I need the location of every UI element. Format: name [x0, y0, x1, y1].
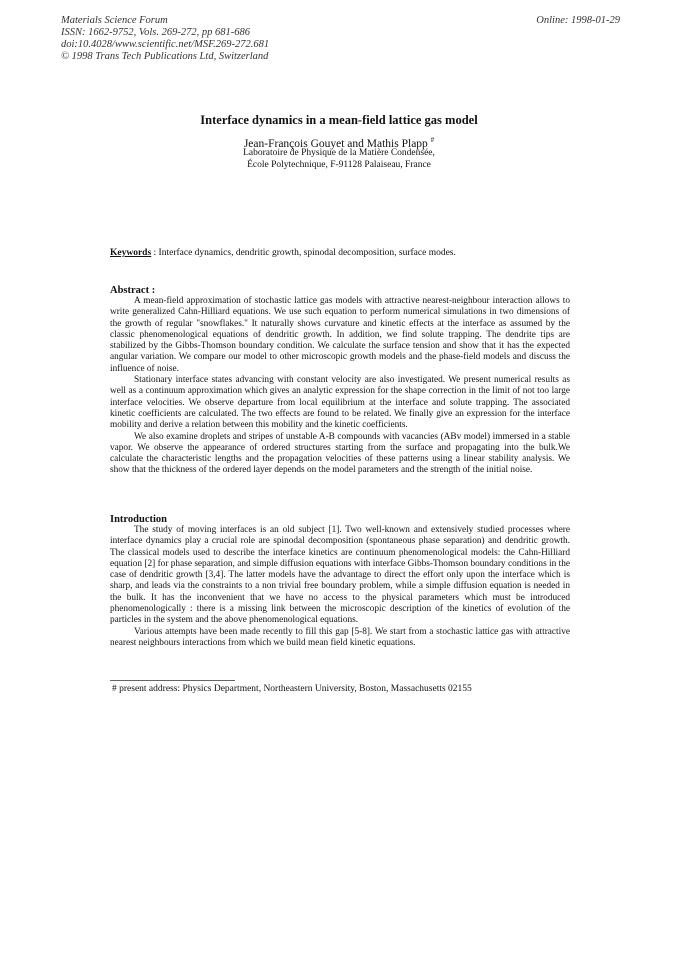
keywords — [110, 248, 570, 259]
copyright-line: © 1998 Trans Tech Publications Ltd, Switzerland — [61, 51, 269, 62]
author-footnote-marker: # — [430, 136, 435, 144]
abstract-paragraph: Stationary interface states advancing with constant velocity are also investigated. We present numerical results as well as a continuum approximation which gives an analytic expression for the shape correction in the limit of not too large interface velocities. We observe departure from local equilibrium at the interface and solute trapping. The associated kinetic coefficients are calculated. The two effects are found to be related. We finally give an expression for the interface mobility and derive a relation between this mobility and the kinetic coefficients. — [110, 375, 570, 431]
abstract-paragraph: A mean-field approximation of stochastic lattice gas models with attractive nearest-neighbour interaction allows to write generalized Cahn-Hilliard equations. We use such equation to perform numerical simulations in two dimensions of the growth of regular "snowflakes." It naturally shows curvature and kinetic effects at the interface as assumed by the classic phenomenological equations of dendritic growth. In addition, we find solute trapping. The dendrite tips are stabilized by the Gibbs-Thomson boundary condition. We calculate the surface tension and show that it has the expected angular variation. We compare our model to other microscopic growth models and the phase-field models and discuss the influence of noise. — [110, 296, 570, 374]
paper-title: Interface dynamics in a mean-field lattice gas model — [200, 113, 478, 127]
journal-name: Materials Science Forum — [61, 15, 168, 26]
doi-line: doi:10.4028/www.scientific.net/MSF.269-272.681 — [61, 39, 270, 50]
introduction-body — [110, 525, 570, 649]
introduction-paragraph: The study of moving interfaces is an old subject [1]. Two well-known and extensively studied processes where interface dynamics play a crucial role are spinodal decomposition (spontaneous phase separation) and dendritic growth. The classical models used to describe the interface kinetics are continuum phenomenological models: the Cahn-Hilliard equation [2] for phase separation, and simple diffusion equations with interface Gibbs-Thomson boundary conditions in the case of dendritic growth [3,4]. The latter models have the advantage to direct the effort only upon the interface which is sharp, and leads via the constraints to a non trivial free boundary problem, while a simple diffusion equation is needed in the bulk. It has the inconvenient that we have no access to the physical parameters which must be introduced phenomenologically : there is a missing link between the microscopic description of the kinetics of evolution of the particles in the system and the above phenomenological equations. — [110, 525, 570, 626]
abstract-body — [110, 296, 570, 477]
journal-header — [61, 15, 269, 63]
issn-line: ISSN: 1662-9752, Vols. 269-272, pp 681-686 — [61, 27, 250, 38]
keywords-label: Keywords — [110, 248, 152, 258]
footnote-rule — [110, 680, 235, 681]
affiliation — [0, 148, 678, 171]
abstract-heading: Abstract : — [110, 285, 156, 296]
introduction-paragraph: Various attempts have been made recently to fill this gap [5-8]. We start from a stochastic lattice gas with attractive nearest neighbours interactions from which we build mean field kinetic equations. — [110, 626, 570, 648]
abstract-paragraph: We also examine droplets and stripes of unstable A-B compounds with vacancies (ABv model) immersed in a stable vapor. We observe the appearance of ordered structures starting from the surface and propagating into the bulk.We calculate the characteristic lengths and the propagation velocities of these patterns using a linear stability analysis. We show that the thickness of the ordered layer depends on the model parameters and the strength of the initial noise. — [110, 431, 570, 476]
online-date: Online: 1998-01-29 — [536, 15, 620, 26]
introduction-heading: Introduction — [110, 514, 167, 525]
affiliation-line-1: Laboratoire de Physique de la Matière Condensée, — [243, 148, 435, 158]
author-names: Jean-François Gouyet and Mathis Plapp — [243, 137, 428, 150]
affiliation-line-2: École Polytechnique, F-91128 Palaiseau, France — [247, 159, 431, 170]
footnote: # present address: Physics Department, Northeastern University, Boston, Massachusetts 02155 — [112, 684, 472, 694]
keywords-text: : Interface dynamics, dendritic growth, spinodal decomposition, surface modes. — [153, 248, 456, 258]
